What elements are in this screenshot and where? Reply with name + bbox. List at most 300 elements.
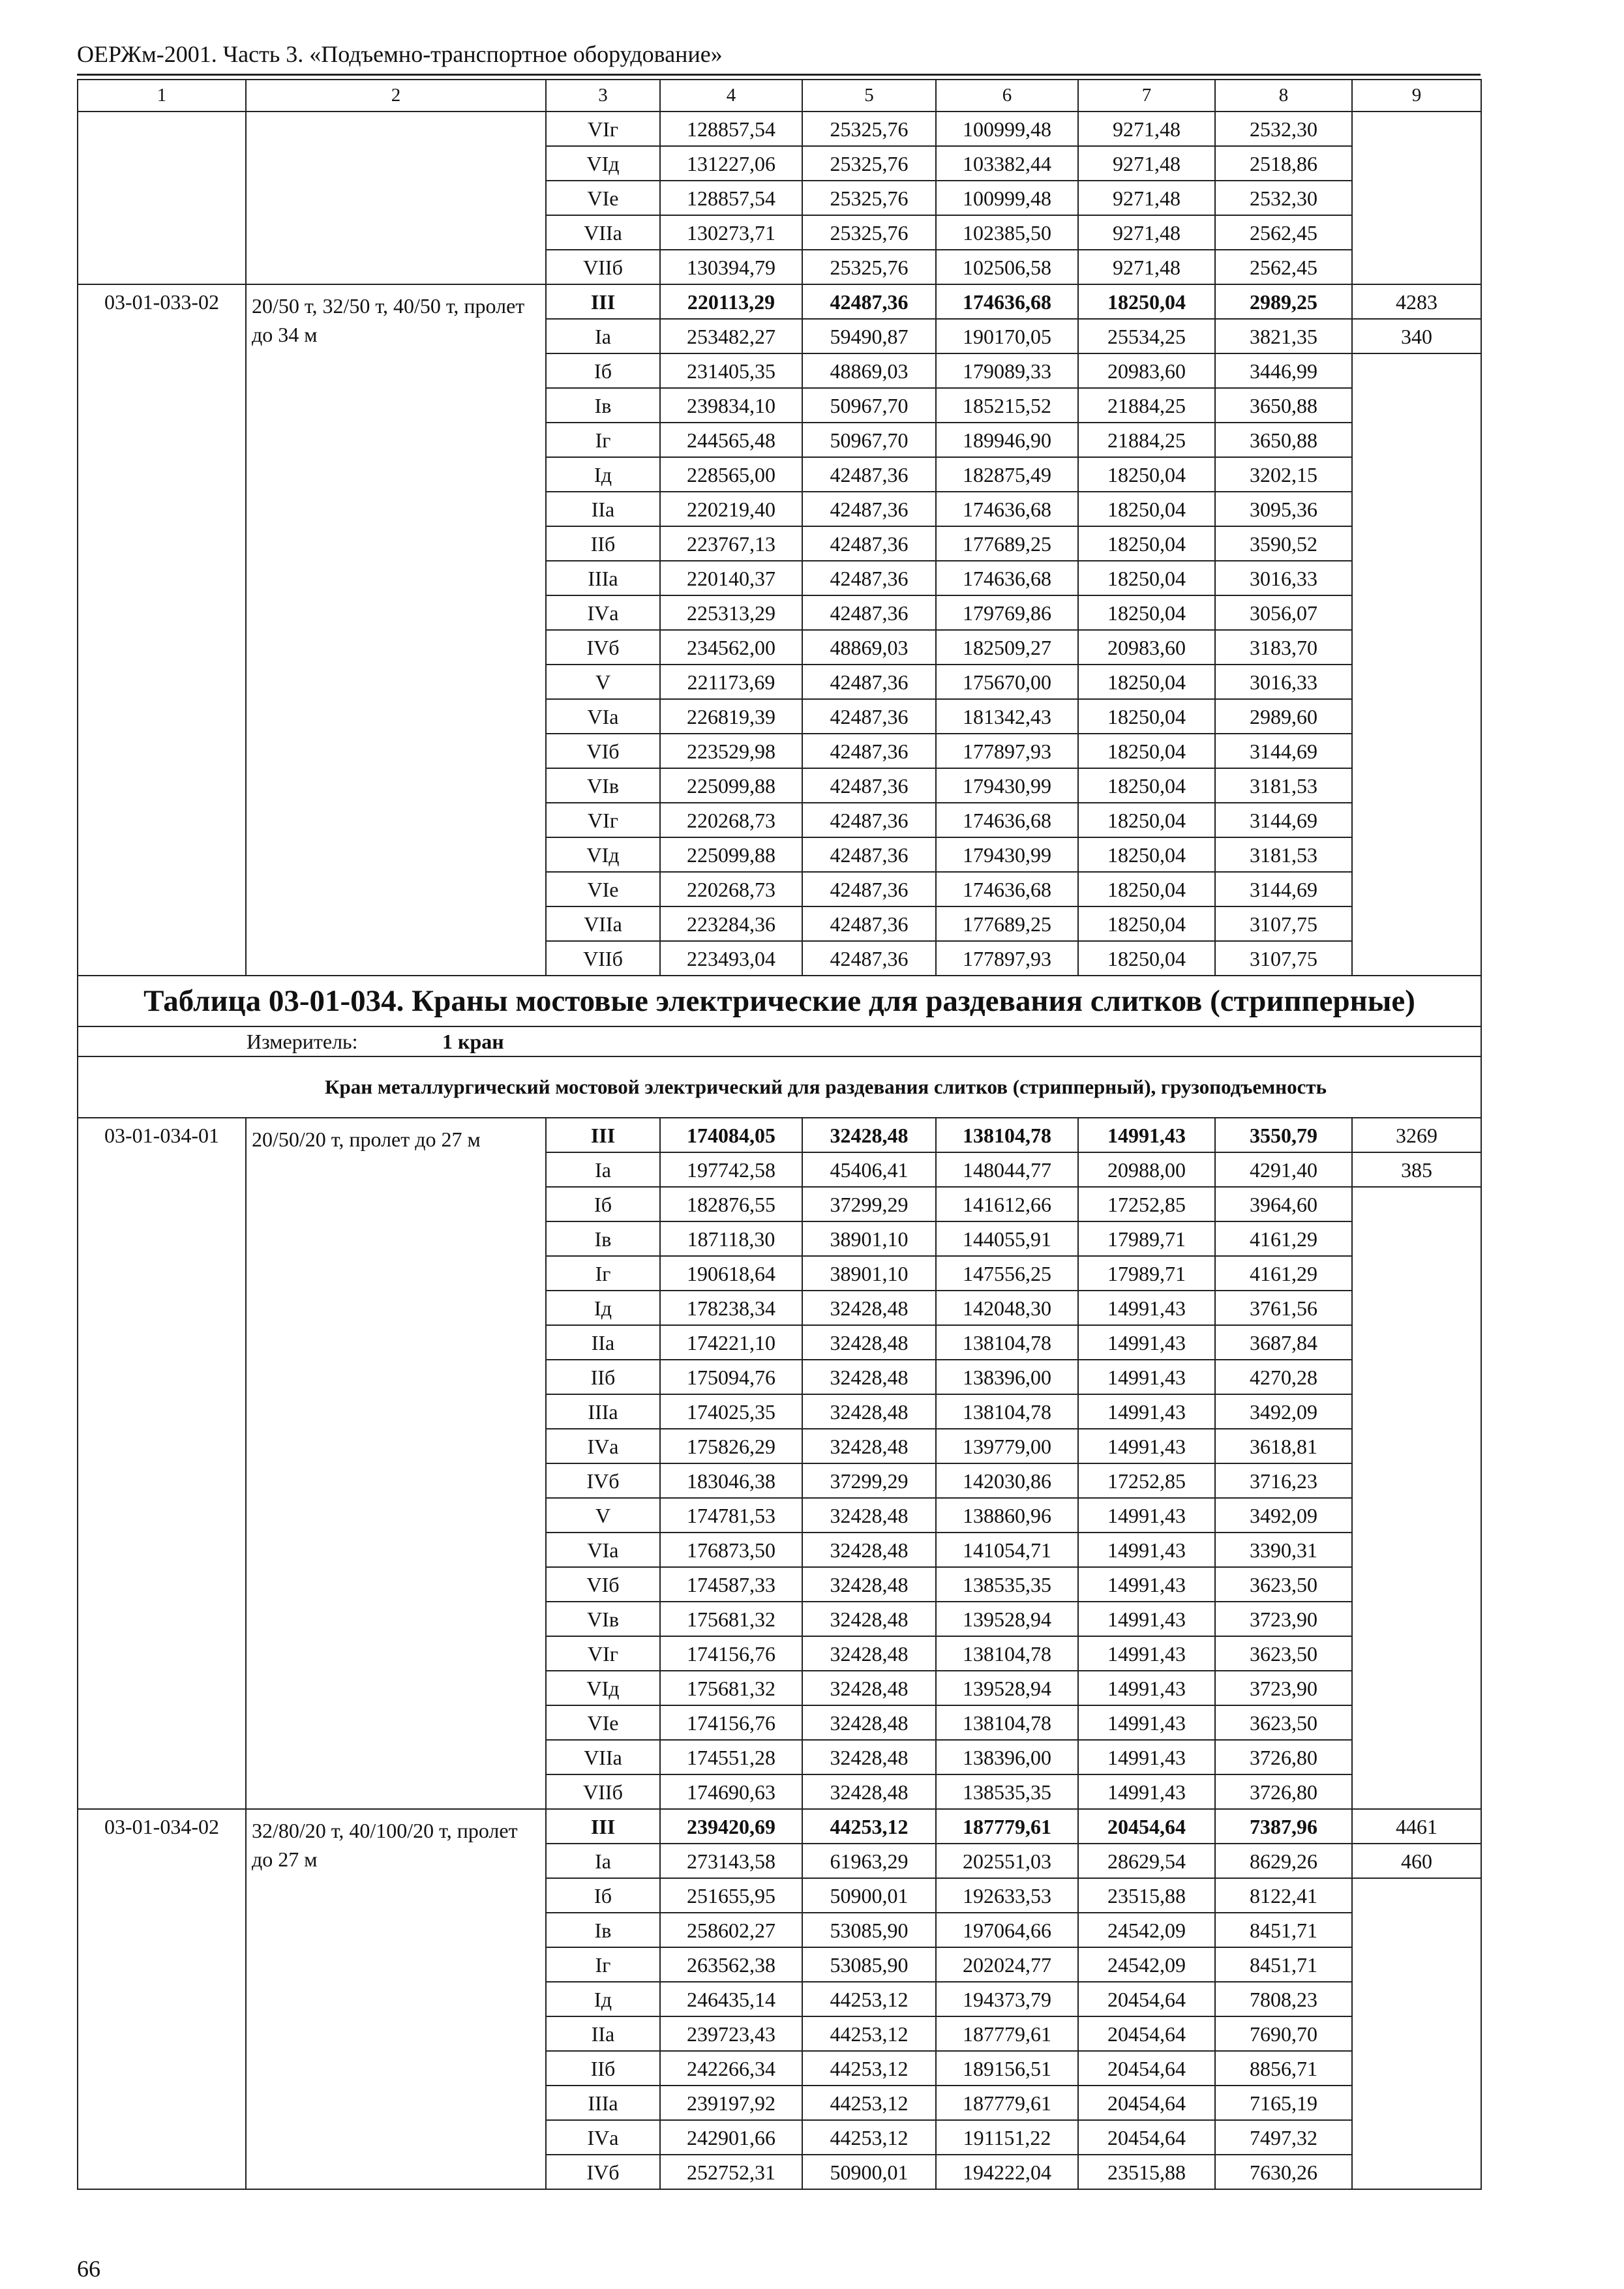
value-cell: 3650,88: [1215, 423, 1352, 457]
value-cell: 3390,31: [1215, 1533, 1352, 1567]
value-cell: 174636,68: [936, 872, 1078, 906]
value-cell: 42487,36: [802, 734, 936, 768]
value-cell: 2989,25: [1215, 284, 1352, 319]
value-cell: 3056,07: [1215, 595, 1352, 630]
value-cell: 228565,00: [660, 457, 802, 492]
value-cell: 174156,76: [660, 1636, 802, 1671]
value-cell: 20454,64: [1078, 2120, 1215, 2155]
table-title-row: [78, 976, 1481, 1026]
meter-row: [78, 1026, 1481, 1056]
value-cell: 32428,48: [802, 1740, 936, 1774]
value-cell: 42487,36: [802, 872, 936, 906]
section-caption: Кран металлургический мостовой электрический для раздевания слитков (стрипперный), грузоподъемность: [78, 1056, 1481, 1118]
value-cell: 220113,29: [660, 284, 802, 319]
price-group: Iд: [546, 457, 660, 492]
value-cell: 3687,84: [1215, 1325, 1352, 1360]
value-cell: 32428,48: [802, 1533, 936, 1567]
value-cell: 175681,32: [660, 1602, 802, 1636]
price-group: VIе: [546, 181, 660, 215]
value-cell: 38901,10: [802, 1256, 936, 1291]
meter-unit: 1 кран: [442, 1030, 504, 1053]
value-cell: 20454,64: [1078, 2086, 1215, 2120]
value-cell: 138396,00: [936, 1360, 1078, 1394]
table-title: Таблица 03-01-034. Краны мостовые электрические для раздевания слитков (стрипперные): [78, 976, 1481, 1026]
price-group: IIIа: [546, 1394, 660, 1429]
value-cell: 3821,35: [1215, 319, 1352, 353]
value-cell: 3095,36: [1215, 492, 1352, 526]
column-number: 5: [802, 80, 936, 112]
value-cell: 4270,28: [1215, 1360, 1352, 1394]
value-cell: 8122,41: [1215, 1878, 1352, 1913]
value-cell: 3202,15: [1215, 457, 1352, 492]
value-cell: 42487,36: [802, 526, 936, 561]
value-cell: 8451,71: [1215, 1913, 1352, 1947]
value-cell: 138104,78: [936, 1705, 1078, 1740]
value-cell: 185215,52: [936, 388, 1078, 423]
value-cell: 139528,94: [936, 1671, 1078, 1705]
extra-value: 460: [1352, 1844, 1481, 1878]
value-cell: 182875,49: [936, 457, 1078, 492]
column-number: 3: [546, 80, 660, 112]
price-group: IVб: [546, 630, 660, 665]
value-cell: 44253,12: [802, 1982, 936, 2016]
value-cell: 194373,79: [936, 1982, 1078, 2016]
value-cell: 174156,76: [660, 1705, 802, 1740]
value-cell: 263562,38: [660, 1947, 802, 1982]
value-cell: 4161,29: [1215, 1221, 1352, 1256]
value-cell: 3183,70: [1215, 630, 1352, 665]
table-row: [78, 284, 1481, 319]
price-table-body: [78, 80, 1481, 976]
price-group: VIе: [546, 872, 660, 906]
value-cell: 223767,13: [660, 526, 802, 561]
value-cell: 194222,04: [936, 2155, 1078, 2189]
value-cell: 59490,87: [802, 319, 936, 353]
value-cell: 189156,51: [936, 2051, 1078, 2086]
price-group: IVа: [546, 595, 660, 630]
price-group: VIIа: [546, 1740, 660, 1774]
value-cell: 61963,29: [802, 1844, 936, 1878]
value-cell: 239197,92: [660, 2086, 802, 2120]
value-cell: 42487,36: [802, 595, 936, 630]
value-cell: 37299,29: [802, 1463, 936, 1498]
value-cell: 138535,35: [936, 1774, 1078, 1809]
price-group: VIIа: [546, 215, 660, 250]
value-cell: 100999,48: [936, 181, 1078, 215]
value-cell: 175681,32: [660, 1671, 802, 1705]
value-cell: 220219,40: [660, 492, 802, 526]
column-number: 6: [936, 80, 1078, 112]
value-cell: 234562,00: [660, 630, 802, 665]
empty-cell: [1352, 1187, 1481, 1809]
price-group: Iг: [546, 1256, 660, 1291]
value-cell: 7387,96: [1215, 1809, 1352, 1844]
value-cell: 20983,60: [1078, 630, 1215, 665]
value-cell: 225099,88: [660, 768, 802, 803]
value-cell: 131227,06: [660, 146, 802, 181]
value-cell: 32428,48: [802, 1636, 936, 1671]
extra-value: 3269: [1352, 1118, 1481, 1152]
value-cell: 246435,14: [660, 1982, 802, 2016]
value-cell: 25325,76: [802, 146, 936, 181]
value-cell: 32428,48: [802, 1291, 936, 1325]
price-group: VIв: [546, 1602, 660, 1636]
value-cell: 239723,43: [660, 2016, 802, 2051]
value-cell: 20988,00: [1078, 1152, 1215, 1187]
value-cell: 32428,48: [802, 1498, 936, 1533]
value-cell: 244565,48: [660, 423, 802, 457]
value-cell: 42487,36: [802, 284, 936, 319]
price-table: [77, 79, 1482, 2190]
value-cell: 9271,48: [1078, 215, 1215, 250]
value-cell: 187779,61: [936, 2086, 1078, 2120]
value-cell: 187779,61: [936, 2016, 1078, 2051]
column-number: 8: [1215, 80, 1352, 112]
value-cell: 14991,43: [1078, 1429, 1215, 1463]
value-cell: 25534,25: [1078, 319, 1215, 353]
empty-cell: [1352, 353, 1481, 976]
value-cell: 175670,00: [936, 665, 1078, 699]
table-row: [78, 112, 1481, 146]
value-cell: 23515,88: [1078, 1878, 1215, 1913]
value-cell: 138104,78: [936, 1636, 1078, 1671]
value-cell: 45406,41: [802, 1152, 936, 1187]
value-cell: 174781,53: [660, 1498, 802, 1533]
value-cell: 50900,01: [802, 2155, 936, 2189]
value-cell: 223493,04: [660, 941, 802, 976]
column-number: 1: [78, 80, 246, 112]
value-cell: 174587,33: [660, 1567, 802, 1602]
value-cell: 42487,36: [802, 803, 936, 837]
value-cell: 177897,93: [936, 734, 1078, 768]
price-group: Iа: [546, 1152, 660, 1187]
value-cell: 138535,35: [936, 1567, 1078, 1602]
price-group: Iг: [546, 423, 660, 457]
value-cell: 24542,09: [1078, 1913, 1215, 1947]
value-cell: 239834,10: [660, 388, 802, 423]
value-cell: 18250,04: [1078, 768, 1215, 803]
value-cell: 179089,33: [936, 353, 1078, 388]
value-cell: 20454,64: [1078, 2016, 1215, 2051]
value-cell: 220268,73: [660, 872, 802, 906]
price-group: VIг: [546, 803, 660, 837]
value-cell: 187118,30: [660, 1221, 802, 1256]
value-cell: 21884,25: [1078, 388, 1215, 423]
price-group: IIа: [546, 2016, 660, 2051]
price-group: IIб: [546, 526, 660, 561]
value-cell: 102385,50: [936, 215, 1078, 250]
value-cell: 138104,78: [936, 1394, 1078, 1429]
value-cell: 202024,77: [936, 1947, 1078, 1982]
value-cell: 32428,48: [802, 1118, 936, 1152]
value-cell: 14991,43: [1078, 1705, 1215, 1740]
value-cell: 3107,75: [1215, 906, 1352, 941]
value-cell: 258602,27: [660, 1913, 802, 1947]
value-cell: 103382,44: [936, 146, 1078, 181]
value-cell: 9271,48: [1078, 181, 1215, 215]
value-cell: 14991,43: [1078, 1636, 1215, 1671]
price-group: VIб: [546, 1567, 660, 1602]
caption-row: [78, 1056, 1481, 1118]
value-cell: 3761,56: [1215, 1291, 1352, 1325]
value-cell: 3550,79: [1215, 1118, 1352, 1152]
value-cell: 38901,10: [802, 1221, 936, 1256]
value-cell: 8856,71: [1215, 2051, 1352, 2086]
value-cell: 221173,69: [660, 665, 802, 699]
value-cell: 14991,43: [1078, 1602, 1215, 1636]
item-description: 20/50/20 т, пролет до 27 м: [246, 1118, 546, 1809]
value-cell: 42487,36: [802, 768, 936, 803]
value-cell: 18250,04: [1078, 526, 1215, 561]
value-cell: 18250,04: [1078, 492, 1215, 526]
value-cell: 18250,04: [1078, 837, 1215, 872]
value-cell: 3650,88: [1215, 388, 1352, 423]
price-group: VIд: [546, 1671, 660, 1705]
price-group: VIIа: [546, 906, 660, 941]
price-table-body-after: [78, 1118, 1481, 2189]
value-cell: 3723,90: [1215, 1671, 1352, 1705]
value-cell: 3492,09: [1215, 1498, 1352, 1533]
value-cell: 53085,90: [802, 1913, 936, 1947]
extra-value: 340: [1352, 319, 1481, 353]
value-cell: 42487,36: [802, 941, 936, 976]
value-cell: 18250,04: [1078, 561, 1215, 595]
value-cell: 3144,69: [1215, 734, 1352, 768]
value-cell: 7690,70: [1215, 2016, 1352, 2051]
value-cell: 147556,25: [936, 1256, 1078, 1291]
value-cell: 179430,99: [936, 837, 1078, 872]
value-cell: 25325,76: [802, 181, 936, 215]
price-group: IIа: [546, 492, 660, 526]
value-cell: 14991,43: [1078, 1671, 1215, 1705]
extra-value: 4461: [1352, 1809, 1481, 1844]
value-cell: 179430,99: [936, 768, 1078, 803]
value-cell: 44253,12: [802, 2016, 936, 2051]
price-group: IIIа: [546, 2086, 660, 2120]
price-group: Iа: [546, 1844, 660, 1878]
value-cell: 2989,60: [1215, 699, 1352, 734]
value-cell: 42487,36: [802, 457, 936, 492]
value-cell: 3107,75: [1215, 941, 1352, 976]
price-group: Iб: [546, 353, 660, 388]
value-cell: 102506,58: [936, 250, 1078, 284]
value-cell: 8451,71: [1215, 1947, 1352, 1982]
value-cell: 202551,03: [936, 1844, 1078, 1878]
value-cell: 18250,04: [1078, 941, 1215, 976]
value-cell: 7808,23: [1215, 1982, 1352, 2016]
empty-cell: [1352, 112, 1481, 284]
price-group: Iв: [546, 1221, 660, 1256]
value-cell: 50967,70: [802, 423, 936, 457]
value-cell: 174636,68: [936, 284, 1078, 319]
price-group: III: [546, 284, 660, 319]
meter-cell: [78, 1026, 1481, 1056]
value-cell: 192633,53: [936, 1878, 1078, 1913]
price-group: V: [546, 665, 660, 699]
value-cell: 2532,30: [1215, 112, 1352, 146]
empty-cell: [246, 112, 546, 284]
value-cell: 139528,94: [936, 1602, 1078, 1636]
price-group: Iв: [546, 388, 660, 423]
empty-cell: [78, 112, 246, 284]
value-cell: 141054,71: [936, 1533, 1078, 1567]
value-cell: 18250,04: [1078, 803, 1215, 837]
price-group: IVа: [546, 1429, 660, 1463]
price-group: Iд: [546, 1291, 660, 1325]
value-cell: 144055,91: [936, 1221, 1078, 1256]
value-cell: 190618,64: [660, 1256, 802, 1291]
value-cell: 177689,25: [936, 906, 1078, 941]
item-code: 03-01-034-02: [78, 1809, 246, 2189]
value-cell: 14991,43: [1078, 1394, 1215, 1429]
column-number: 4: [660, 80, 802, 112]
value-cell: 25325,76: [802, 112, 936, 146]
extra-value: 4283: [1352, 284, 1481, 319]
value-cell: 14991,43: [1078, 1740, 1215, 1774]
value-cell: 42487,36: [802, 492, 936, 526]
value-cell: 179769,86: [936, 595, 1078, 630]
value-cell: 239420,69: [660, 1809, 802, 1844]
value-cell: 3446,99: [1215, 353, 1352, 388]
value-cell: 53085,90: [802, 1947, 936, 1982]
value-cell: 148044,77: [936, 1152, 1078, 1187]
value-cell: 3492,09: [1215, 1394, 1352, 1429]
extra-value: 385: [1352, 1152, 1481, 1187]
value-cell: 174636,68: [936, 492, 1078, 526]
value-cell: 18250,04: [1078, 284, 1215, 319]
value-cell: 220140,37: [660, 561, 802, 595]
value-cell: 20983,60: [1078, 353, 1215, 388]
value-cell: 14991,43: [1078, 1118, 1215, 1152]
value-cell: 128857,54: [660, 181, 802, 215]
value-cell: 18250,04: [1078, 872, 1215, 906]
price-group: IIIа: [546, 561, 660, 595]
table-section-header: [78, 976, 1481, 1118]
value-cell: 14991,43: [1078, 1567, 1215, 1602]
value-cell: 4161,29: [1215, 1256, 1352, 1291]
price-group: VIг: [546, 1636, 660, 1671]
value-cell: 253482,27: [660, 319, 802, 353]
value-cell: 2532,30: [1215, 181, 1352, 215]
value-cell: 138396,00: [936, 1740, 1078, 1774]
price-group: IIб: [546, 2051, 660, 2086]
value-cell: 14991,43: [1078, 1774, 1215, 1809]
value-cell: 3181,53: [1215, 768, 1352, 803]
value-cell: 48869,03: [802, 353, 936, 388]
value-cell: 32428,48: [802, 1602, 936, 1636]
table-row: [78, 1809, 1481, 1844]
value-cell: 3623,50: [1215, 1705, 1352, 1740]
value-cell: 3623,50: [1215, 1636, 1352, 1671]
column-number-row: [78, 80, 1481, 112]
price-group: Iв: [546, 1913, 660, 1947]
value-cell: 32428,48: [802, 1429, 936, 1463]
column-number: 7: [1078, 80, 1215, 112]
value-cell: 3964,60: [1215, 1187, 1352, 1221]
value-cell: 7497,32: [1215, 2120, 1352, 2155]
price-group: IIб: [546, 1360, 660, 1394]
table-row: [78, 1118, 1481, 1152]
value-cell: 220268,73: [660, 803, 802, 837]
value-cell: 130394,79: [660, 250, 802, 284]
value-cell: 7630,26: [1215, 2155, 1352, 2189]
value-cell: 3144,69: [1215, 803, 1352, 837]
value-cell: 130273,71: [660, 215, 802, 250]
value-cell: 18250,04: [1078, 734, 1215, 768]
value-cell: 142048,30: [936, 1291, 1078, 1325]
price-group: VIд: [546, 837, 660, 872]
item-code: 03-01-033-02: [78, 284, 246, 976]
value-cell: 44253,12: [802, 2051, 936, 2086]
value-cell: 18250,04: [1078, 457, 1215, 492]
value-cell: 174551,28: [660, 1740, 802, 1774]
value-cell: 25325,76: [802, 250, 936, 284]
value-cell: 142030,86: [936, 1463, 1078, 1498]
price-group: VIIб: [546, 1774, 660, 1809]
value-cell: 181342,43: [936, 699, 1078, 734]
meter-label: Измеритель:: [247, 1030, 358, 1053]
value-cell: 17989,71: [1078, 1256, 1215, 1291]
value-cell: 32428,48: [802, 1774, 936, 1809]
value-cell: 3726,80: [1215, 1774, 1352, 1809]
value-cell: 32428,48: [802, 1394, 936, 1429]
value-cell: 48869,03: [802, 630, 936, 665]
price-group: Iб: [546, 1187, 660, 1221]
item-code: 03-01-034-01: [78, 1118, 246, 1809]
value-cell: 174084,05: [660, 1118, 802, 1152]
value-cell: 197064,66: [936, 1913, 1078, 1947]
value-cell: 100999,48: [936, 112, 1078, 146]
value-cell: 190170,05: [936, 319, 1078, 353]
value-cell: 18250,04: [1078, 699, 1215, 734]
value-cell: 44253,12: [802, 2120, 936, 2155]
value-cell: 23515,88: [1078, 2155, 1215, 2189]
item-description: 20/50 т, 32/50 т, 40/50 т, пролет до 34 м: [246, 284, 546, 976]
price-group: Iд: [546, 1982, 660, 2016]
value-cell: 18250,04: [1078, 665, 1215, 699]
price-group: VIв: [546, 768, 660, 803]
value-cell: 252752,31: [660, 2155, 802, 2189]
value-cell: 50967,70: [802, 388, 936, 423]
value-cell: 9271,48: [1078, 146, 1215, 181]
value-cell: 178238,34: [660, 1291, 802, 1325]
value-cell: 14991,43: [1078, 1498, 1215, 1533]
value-cell: 225099,88: [660, 837, 802, 872]
price-table-container: [77, 79, 1481, 2190]
column-number: 9: [1352, 80, 1481, 112]
value-cell: 24542,09: [1078, 1947, 1215, 1982]
value-cell: 4291,40: [1215, 1152, 1352, 1187]
value-cell: 175826,29: [660, 1429, 802, 1463]
value-cell: 223529,98: [660, 734, 802, 768]
value-cell: 25325,76: [802, 215, 936, 250]
value-cell: 20454,64: [1078, 1809, 1215, 1844]
value-cell: 14991,43: [1078, 1360, 1215, 1394]
price-group: IVб: [546, 1463, 660, 1498]
price-group: VIа: [546, 699, 660, 734]
value-cell: 37299,29: [802, 1187, 936, 1221]
value-cell: 21884,25: [1078, 423, 1215, 457]
value-cell: 42487,36: [802, 906, 936, 941]
value-cell: 7165,19: [1215, 2086, 1352, 2120]
value-cell: 182876,55: [660, 1187, 802, 1221]
value-cell: 174636,68: [936, 803, 1078, 837]
value-cell: 273143,58: [660, 1844, 802, 1878]
value-cell: 226819,39: [660, 699, 802, 734]
value-cell: 141612,66: [936, 1187, 1078, 1221]
value-cell: 42487,36: [802, 699, 936, 734]
value-cell: 17252,85: [1078, 1463, 1215, 1498]
